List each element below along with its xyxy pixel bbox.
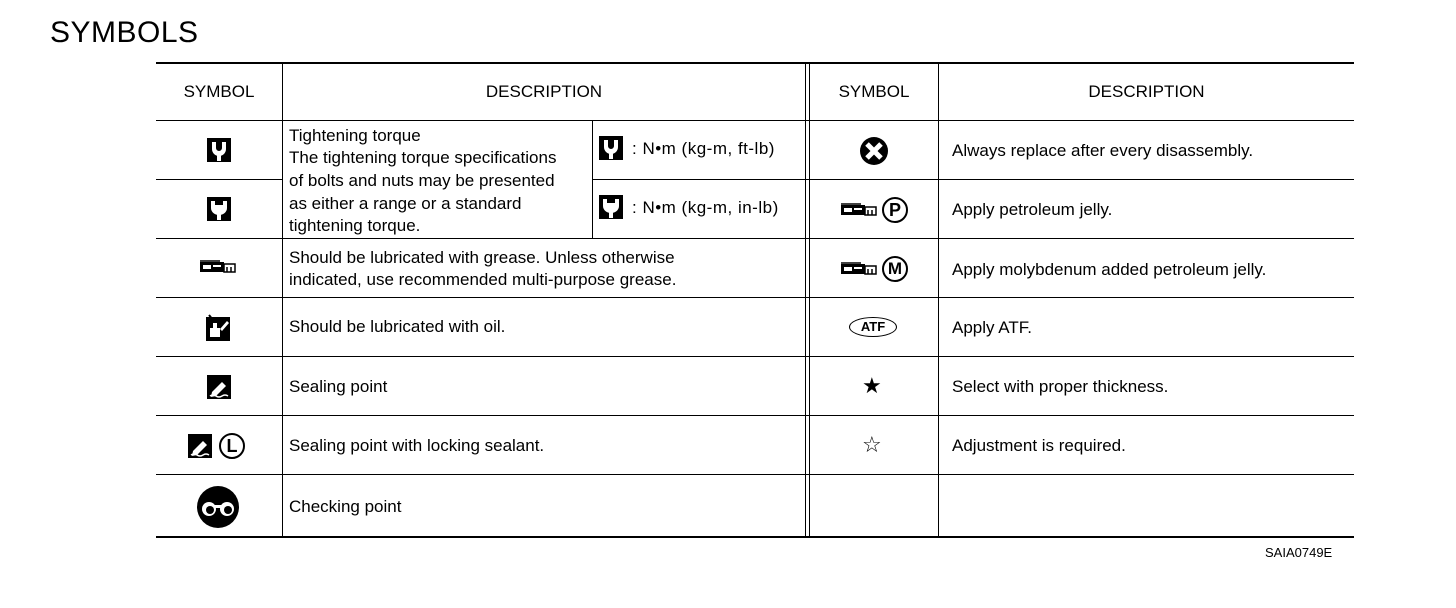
sealing-description: Sealing point	[289, 377, 388, 396]
oil-description: Should be lubricated with oil.	[289, 317, 506, 336]
torque-wrench-icon	[598, 135, 624, 161]
adjustment-description: Adjustment is required.	[952, 436, 1126, 455]
row-divider	[156, 356, 1354, 357]
row-divider	[156, 238, 1354, 239]
header-description-right: DESCRIPTION	[1088, 82, 1205, 101]
torque-description-line: tightening torque.	[289, 216, 421, 235]
page-title: SYMBOLS	[50, 16, 199, 49]
star-filled-icon: ★	[862, 373, 882, 398]
table-top-border	[156, 62, 1354, 64]
locking-sealant-l-icon: L	[219, 433, 245, 459]
torque-unit-in-lb: : N•m (kg-m, in-lb)	[632, 198, 779, 217]
torque-wrench-small-icon	[598, 194, 624, 220]
center-double-line	[809, 63, 810, 537]
row-divider	[156, 415, 1354, 416]
atf-description: Apply ATF.	[952, 318, 1032, 337]
petroleum-jelly-p-icon: P	[882, 197, 908, 223]
torque-wrench-icon	[206, 137, 232, 163]
row-divider	[156, 474, 1354, 475]
grease-gun-icon	[199, 258, 237, 276]
petroleum-description: Apply petroleum jelly.	[952, 200, 1113, 219]
atf-icon: ATF	[849, 317, 897, 337]
header-symbol-left: SYMBOL	[183, 82, 255, 101]
replace-description: Always replace after every disassembly.	[952, 141, 1254, 160]
star-outline-icon: ☆	[862, 432, 882, 457]
header-description-left: DESCRIPTION	[485, 82, 603, 101]
sealant-tube-icon	[187, 433, 213, 459]
grease-description-line: Should be lubricated with grease. Unless otherwise	[289, 248, 675, 267]
torque-title: Tightening torque	[289, 126, 421, 145]
checking-description: Checking point	[289, 497, 402, 516]
grease-gun-icon	[840, 201, 878, 219]
grease-description-line: indicated, use recommended multi-purpose grease.	[289, 270, 677, 289]
molybdenum-m-icon: M	[882, 256, 908, 282]
row-divider	[156, 179, 282, 180]
row-divider	[156, 120, 1354, 121]
molybdenum-description: Apply molybdenum added petroleum jelly.	[952, 260, 1267, 279]
row-divider	[592, 179, 1354, 180]
row-divider	[156, 297, 1354, 298]
replace-x-icon	[859, 136, 889, 166]
checking-eyes-icon	[196, 485, 240, 529]
column-divider	[592, 121, 593, 238]
oil-can-icon	[205, 314, 231, 342]
torque-wrench-small-icon	[206, 196, 232, 222]
column-divider	[282, 63, 283, 537]
grease-gun-icon	[840, 260, 878, 278]
torque-description-line: of bolts and nuts may be presented	[289, 171, 555, 190]
sealing-locking-description: Sealing point with locking sealant.	[289, 436, 545, 455]
torque-description-line: as either a range or a standard	[289, 194, 522, 213]
center-double-line	[805, 63, 806, 537]
header-symbol-right: SYMBOL	[838, 82, 910, 101]
thickness-description: Select with proper thickness.	[952, 377, 1169, 396]
column-divider	[938, 63, 939, 537]
table-bottom-border	[156, 536, 1354, 538]
figure-code: SAIA0749E	[1265, 545, 1333, 560]
torque-unit-ft-lb: : N•m (kg-m, ft-lb)	[632, 139, 775, 158]
sealant-tube-icon	[206, 374, 232, 400]
torque-description-line: The tightening torque specifications	[289, 148, 557, 167]
